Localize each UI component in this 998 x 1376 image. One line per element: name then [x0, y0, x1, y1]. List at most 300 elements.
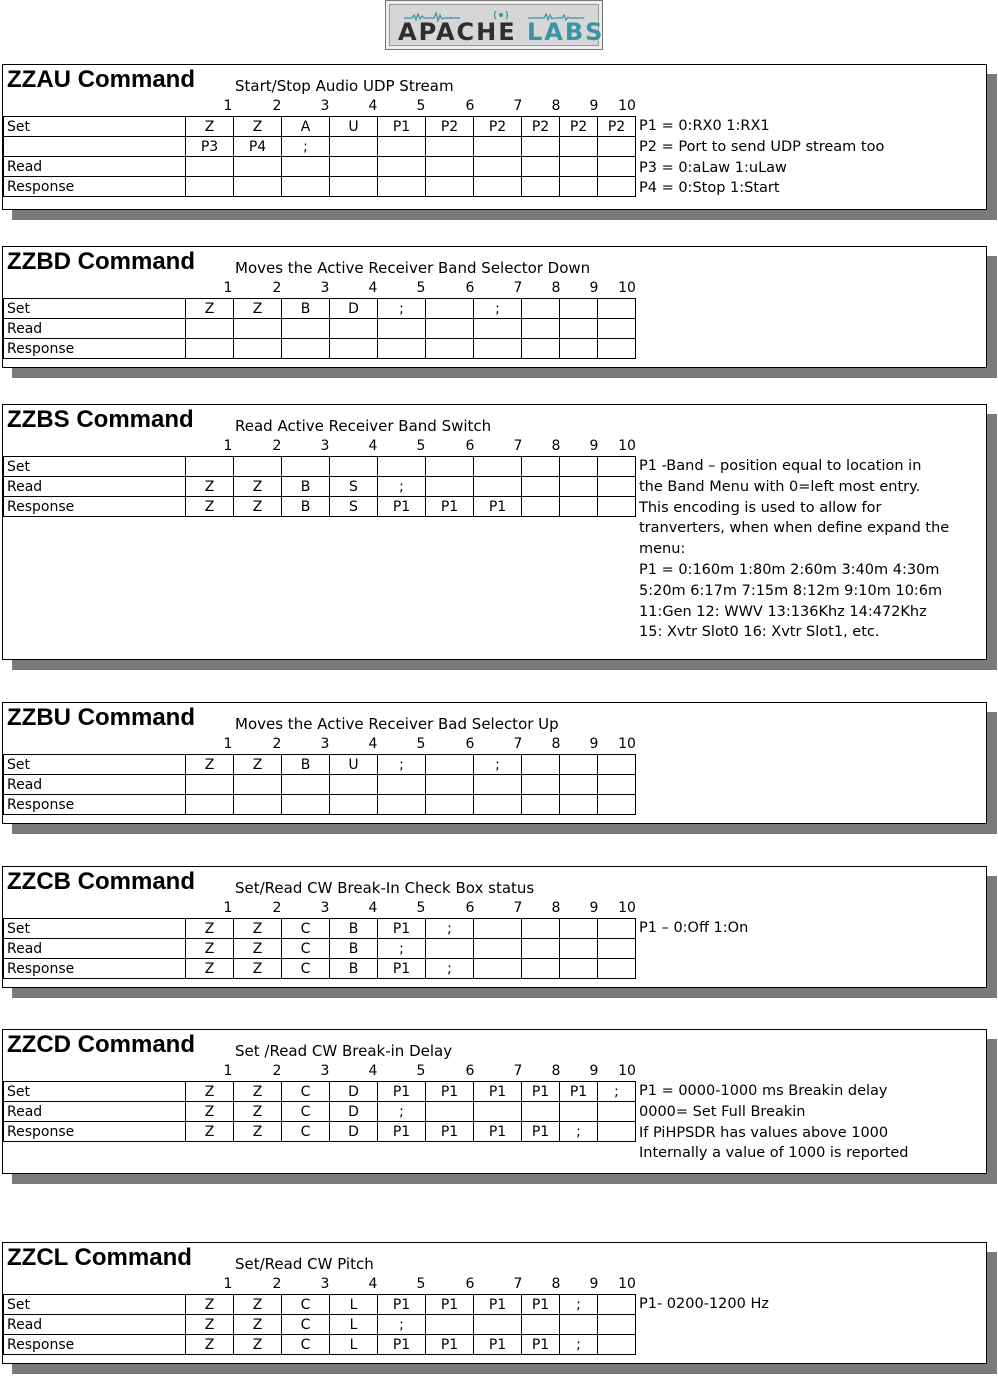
- table-cell: [560, 497, 598, 517]
- command-description: Set/Read CW Pitch: [235, 1255, 374, 1273]
- table-row: [4, 339, 636, 359]
- table-cell: [598, 1122, 636, 1142]
- column-number: 1: [223, 1063, 233, 1079]
- column-number: 4: [368, 280, 378, 296]
- command-format-table: [3, 456, 636, 517]
- table-cell: [186, 457, 234, 477]
- row-label: Set: [4, 919, 186, 939]
- column-number-header: [3, 1276, 643, 1294]
- table-cell: [474, 1315, 522, 1335]
- table-cell: P1: [378, 919, 426, 939]
- row-label: Read: [4, 1102, 186, 1122]
- column-number: 2: [272, 1276, 282, 1292]
- logo-plate: [389, 4, 605, 46]
- table-cell: P2: [474, 117, 522, 137]
- command-description: Start/Stop Audio UDP Stream: [235, 77, 454, 95]
- table-cell: [598, 755, 636, 775]
- column-number: 4: [368, 98, 378, 114]
- column-number-header: [3, 280, 643, 298]
- table-cell: P2: [522, 117, 560, 137]
- table-cell: P3: [186, 137, 234, 157]
- row-label: Response: [4, 959, 186, 979]
- row-label: Set: [4, 755, 186, 775]
- table-cell: B: [282, 477, 330, 497]
- table-cell: Z: [186, 1102, 234, 1122]
- table-cell: [560, 177, 598, 197]
- table-cell: [474, 775, 522, 795]
- table-cell: P1: [378, 497, 426, 517]
- command-description: Set /Read CW Break-in Delay: [235, 1042, 453, 1060]
- column-number: 8: [551, 98, 561, 114]
- column-number: 10: [618, 280, 636, 296]
- table-cell: ;: [426, 959, 474, 979]
- table-row: [4, 1102, 636, 1122]
- table-cell: [474, 919, 522, 939]
- parameter-notes: [639, 1081, 979, 1164]
- table-cell: [522, 959, 560, 979]
- table-cell: [522, 477, 560, 497]
- table-cell: P4: [234, 137, 282, 157]
- column-number: 1: [223, 736, 233, 752]
- command-panel-zzcl: [2, 1242, 987, 1364]
- row-label: Set: [4, 299, 186, 319]
- note-line: 15: Xvtr Slot0 16: Xvtr Slot1, etc.: [639, 624, 880, 641]
- column-number: 3: [320, 900, 330, 916]
- table-cell: [522, 755, 560, 775]
- command-title: ZZBS Command: [7, 406, 194, 433]
- table-cell: Z: [234, 1122, 282, 1142]
- table-cell: P1: [426, 497, 474, 517]
- table-cell: [330, 319, 378, 339]
- table-cell: [426, 137, 474, 157]
- table-cell: P1: [378, 1122, 426, 1142]
- column-number: 5: [416, 280, 426, 296]
- command-description: Moves the Active Receiver Bad Selector Up: [235, 715, 559, 733]
- row-label: Response: [4, 177, 186, 197]
- table-cell: Z: [234, 939, 282, 959]
- note-line: 11:Gen 12: WWV 13:136Khz 14:472Khz: [639, 603, 927, 620]
- table-cell: C: [282, 919, 330, 939]
- row-label: Response: [4, 795, 186, 815]
- table-cell: [426, 157, 474, 177]
- row-label: [4, 137, 186, 157]
- table-cell: ;: [282, 137, 330, 157]
- column-number: 9: [589, 98, 599, 114]
- table-cell: Z: [186, 497, 234, 517]
- apache-labs-logo: [385, 0, 603, 50]
- table-cell: C: [282, 1315, 330, 1335]
- note-line: menu:: [639, 541, 686, 558]
- table-cell: [522, 497, 560, 517]
- command-title: ZZAU Command: [7, 66, 195, 93]
- table-cell: [186, 775, 234, 795]
- table-cell: ;: [426, 919, 474, 939]
- table-cell: B: [282, 755, 330, 775]
- table-cell: Z: [186, 1122, 234, 1142]
- table-cell: B: [282, 299, 330, 319]
- table-cell: ;: [598, 1082, 636, 1102]
- column-number: 3: [320, 736, 330, 752]
- table-cell: [598, 177, 636, 197]
- table-row: [4, 299, 636, 319]
- column-number: 7: [513, 98, 523, 114]
- column-number: 1: [223, 280, 233, 296]
- table-cell: [522, 919, 560, 939]
- column-number: 9: [589, 438, 599, 454]
- command-title: ZZBU Command: [7, 704, 195, 731]
- table-cell: [474, 939, 522, 959]
- table-cell: [560, 157, 598, 177]
- row-label: Set: [4, 1082, 186, 1102]
- note-line: the Band Menu with 0=left most entry.: [639, 478, 921, 495]
- table-cell: [426, 319, 474, 339]
- table-cell: [560, 339, 598, 359]
- table-cell: [426, 795, 474, 815]
- note-line: P3 = 0:aLaw 1:uLaw: [639, 159, 787, 176]
- table-cell: ;: [560, 1335, 598, 1355]
- parameter-notes: [639, 918, 979, 939]
- column-number: 5: [416, 900, 426, 916]
- table-row: [4, 939, 636, 959]
- column-number: 6: [465, 1276, 475, 1292]
- table-cell: P1: [474, 1082, 522, 1102]
- table-cell: Z: [186, 117, 234, 137]
- table-cell: [234, 457, 282, 477]
- table-cell: U: [330, 755, 378, 775]
- column-number: 2: [272, 900, 282, 916]
- column-number-header: [3, 438, 643, 456]
- table-cell: P1: [474, 1122, 522, 1142]
- table-cell: Z: [186, 299, 234, 319]
- command-description: Moves the Active Receiver Band Selector Down: [235, 259, 591, 277]
- table-cell: [560, 939, 598, 959]
- table-cell: [234, 177, 282, 197]
- table-cell: Z: [234, 1335, 282, 1355]
- note-line: P1 – 0:Off 1:On: [639, 920, 749, 936]
- table-row: [4, 1315, 636, 1335]
- column-number: 8: [551, 1276, 561, 1292]
- note-line: This encoding is used to allow for: [639, 499, 882, 516]
- table-cell: ;: [378, 299, 426, 319]
- table-cell: D: [330, 299, 378, 319]
- column-number: 9: [589, 1063, 599, 1079]
- table-cell: P1: [560, 1082, 598, 1102]
- table-cell: [378, 775, 426, 795]
- row-label: Read: [4, 939, 186, 959]
- column-number: 3: [320, 1276, 330, 1292]
- column-number: 10: [618, 900, 636, 916]
- table-cell: [598, 477, 636, 497]
- table-cell: [560, 477, 598, 497]
- table-cell: [186, 319, 234, 339]
- table-row: [4, 959, 636, 979]
- table-cell: Z: [234, 959, 282, 979]
- table-cell: P1: [426, 1295, 474, 1315]
- table-cell: D: [330, 1102, 378, 1122]
- row-label: Set: [4, 457, 186, 477]
- table-cell: B: [282, 497, 330, 517]
- table-cell: [330, 457, 378, 477]
- table-cell: [474, 477, 522, 497]
- table-cell: U: [330, 117, 378, 137]
- table-cell: [186, 177, 234, 197]
- table-cell: P1: [522, 1295, 560, 1315]
- column-number: 1: [223, 1276, 233, 1292]
- table-cell: P1: [378, 1082, 426, 1102]
- note-line: P1 = 0:160m 1:80m 2:60m 3:40m 4:30m: [639, 561, 940, 578]
- table-cell: [598, 959, 636, 979]
- column-number: 7: [513, 280, 523, 296]
- table-cell: [474, 1102, 522, 1122]
- table-cell: [282, 339, 330, 359]
- column-number: 3: [320, 98, 330, 114]
- table-cell: [522, 339, 560, 359]
- table-cell: L: [330, 1295, 378, 1315]
- table-cell: Z: [186, 919, 234, 939]
- table-cell: D: [330, 1082, 378, 1102]
- table-cell: [282, 319, 330, 339]
- logo-text-apache: APACHE: [398, 18, 517, 46]
- column-number: 10: [618, 98, 636, 114]
- table-cell: [426, 177, 474, 197]
- column-number: 2: [272, 280, 282, 296]
- command-title: ZZCB Command: [7, 868, 195, 895]
- table-cell: L: [330, 1315, 378, 1335]
- table-cell: P1: [522, 1122, 560, 1142]
- table-cell: [378, 319, 426, 339]
- row-label: Set: [4, 117, 186, 137]
- column-number: 3: [320, 1063, 330, 1079]
- table-row: [4, 919, 636, 939]
- column-number: 2: [272, 438, 282, 454]
- table-row: [4, 117, 636, 137]
- table-cell: [282, 157, 330, 177]
- table-row: [4, 775, 636, 795]
- table-cell: Z: [186, 959, 234, 979]
- table-cell: [330, 177, 378, 197]
- table-cell: S: [330, 497, 378, 517]
- table-cell: [378, 795, 426, 815]
- table-cell: [560, 755, 598, 775]
- row-label: Set: [4, 1295, 186, 1315]
- table-cell: ;: [378, 939, 426, 959]
- column-number: 5: [416, 438, 426, 454]
- table-cell: [560, 959, 598, 979]
- table-cell: ;: [560, 1295, 598, 1315]
- table-cell: [426, 775, 474, 795]
- column-number: 10: [618, 438, 636, 454]
- table-cell: [560, 457, 598, 477]
- table-cell: [234, 795, 282, 815]
- table-cell: [522, 319, 560, 339]
- column-number: 1: [223, 900, 233, 916]
- table-cell: [330, 339, 378, 359]
- table-cell: [330, 157, 378, 177]
- command-description: Read Active Receiver Band Switch: [235, 417, 492, 435]
- command-panel-zzau: [2, 64, 987, 210]
- table-cell: A: [282, 117, 330, 137]
- table-cell: [522, 939, 560, 959]
- note-line: P1 = 0000-1000 ms Breakin delay: [639, 1083, 888, 1099]
- column-number: 4: [368, 438, 378, 454]
- table-row: [4, 1335, 636, 1355]
- table-cell: Z: [186, 1082, 234, 1102]
- table-cell: [474, 457, 522, 477]
- table-cell: Z: [234, 755, 282, 775]
- table-row: [4, 1122, 636, 1142]
- column-number: 4: [368, 1063, 378, 1079]
- table-cell: Z: [234, 1315, 282, 1335]
- column-number: 2: [272, 1063, 282, 1079]
- table-cell: [522, 1102, 560, 1122]
- table-cell: [426, 1102, 474, 1122]
- table-cell: D: [330, 1122, 378, 1142]
- table-cell: [560, 319, 598, 339]
- column-number: 10: [618, 736, 636, 752]
- table-cell: P1: [426, 1122, 474, 1142]
- table-cell: [426, 299, 474, 319]
- column-number: 1: [223, 98, 233, 114]
- table-cell: Z: [186, 1295, 234, 1315]
- table-row: [4, 137, 636, 157]
- table-cell: [560, 1102, 598, 1122]
- column-number: 6: [465, 98, 475, 114]
- table-cell: [522, 457, 560, 477]
- note-line: 5:20m 6:17m 7:15m 8:12m 9:10m 10:6m: [639, 582, 943, 599]
- table-cell: [234, 319, 282, 339]
- table-cell: Z: [234, 477, 282, 497]
- table-cell: L: [330, 1335, 378, 1355]
- column-number-header: [3, 98, 643, 116]
- table-cell: [598, 1335, 636, 1355]
- command-description: Set/Read CW Break-In Check Box status: [235, 879, 535, 897]
- column-number: 7: [513, 438, 523, 454]
- command-format-table: [3, 298, 636, 359]
- column-number: 7: [513, 736, 523, 752]
- table-cell: P1: [378, 117, 426, 137]
- command-title: ZZCD Command: [7, 1031, 195, 1058]
- table-cell: [474, 177, 522, 197]
- column-number: 2: [272, 98, 282, 114]
- table-cell: Z: [186, 477, 234, 497]
- command-format-table: [3, 1081, 636, 1142]
- parameter-notes: [639, 1294, 979, 1315]
- table-cell: Z: [186, 755, 234, 775]
- table-cell: C: [282, 1335, 330, 1355]
- table-cell: [560, 299, 598, 319]
- table-cell: P1: [522, 1082, 560, 1102]
- column-number: 9: [589, 280, 599, 296]
- note-line: P1 -Band – position equal to location in: [639, 458, 922, 474]
- column-number: 4: [368, 1276, 378, 1292]
- table-cell: S: [330, 477, 378, 497]
- table-cell: [474, 137, 522, 157]
- table-cell: [378, 177, 426, 197]
- column-number: 5: [416, 736, 426, 752]
- command-panel-zzbs: [2, 404, 987, 660]
- table-cell: C: [282, 939, 330, 959]
- row-label: Response: [4, 339, 186, 359]
- row-label: Read: [4, 157, 186, 177]
- table-cell: [234, 775, 282, 795]
- table-cell: P1: [474, 1335, 522, 1355]
- table-cell: [474, 959, 522, 979]
- column-number: 7: [513, 1276, 523, 1292]
- table-cell: [560, 775, 598, 795]
- table-row: [4, 795, 636, 815]
- column-number: 6: [465, 736, 475, 752]
- table-cell: [474, 339, 522, 359]
- table-cell: [598, 137, 636, 157]
- table-cell: P1: [426, 1082, 474, 1102]
- column-number: 5: [416, 1063, 426, 1079]
- note-line: 0000= Set Full Breakin: [639, 1103, 806, 1120]
- table-cell: Z: [186, 939, 234, 959]
- table-cell: [522, 137, 560, 157]
- table-cell: P1: [474, 497, 522, 517]
- column-number: 8: [551, 280, 561, 296]
- table-row: [4, 177, 636, 197]
- column-number: 8: [551, 1063, 561, 1079]
- table-cell: [522, 775, 560, 795]
- table-cell: [282, 795, 330, 815]
- note-line: P1- 0200-1200 Hz: [639, 1296, 769, 1312]
- column-number: 3: [320, 438, 330, 454]
- table-cell: [560, 137, 598, 157]
- table-cell: P1: [474, 1295, 522, 1315]
- table-row: [4, 157, 636, 177]
- table-cell: [522, 795, 560, 815]
- table-cell: [282, 457, 330, 477]
- column-number: 9: [589, 900, 599, 916]
- table-cell: [282, 775, 330, 795]
- table-cell: [560, 919, 598, 939]
- row-label: Response: [4, 497, 186, 517]
- table-cell: P2: [426, 117, 474, 137]
- note-line: P1 = 0:RX0 1:RX1: [639, 118, 770, 134]
- table-row: [4, 1082, 636, 1102]
- table-cell: [330, 795, 378, 815]
- table-row: [4, 477, 636, 497]
- table-cell: B: [330, 959, 378, 979]
- command-format-table: [3, 1294, 636, 1355]
- table-cell: [522, 1315, 560, 1335]
- logo-wordmark: [398, 18, 605, 46]
- column-number: 2: [272, 736, 282, 752]
- table-cell: [378, 457, 426, 477]
- table-cell: [522, 177, 560, 197]
- table-cell: B: [330, 919, 378, 939]
- table-cell: [598, 795, 636, 815]
- table-cell: [598, 775, 636, 795]
- table-cell: Z: [186, 1335, 234, 1355]
- column-number: 3: [320, 280, 330, 296]
- table-cell: [234, 339, 282, 359]
- column-number: 6: [465, 280, 475, 296]
- table-cell: P1: [522, 1335, 560, 1355]
- table-cell: [598, 457, 636, 477]
- column-number: 6: [465, 900, 475, 916]
- table-cell: [522, 299, 560, 319]
- table-cell: [598, 1295, 636, 1315]
- table-cell: [598, 299, 636, 319]
- table-cell: [186, 157, 234, 177]
- column-number: 9: [589, 1276, 599, 1292]
- table-cell: ;: [378, 1102, 426, 1122]
- table-row: [4, 457, 636, 477]
- row-label: Response: [4, 1122, 186, 1142]
- row-label: Read: [4, 319, 186, 339]
